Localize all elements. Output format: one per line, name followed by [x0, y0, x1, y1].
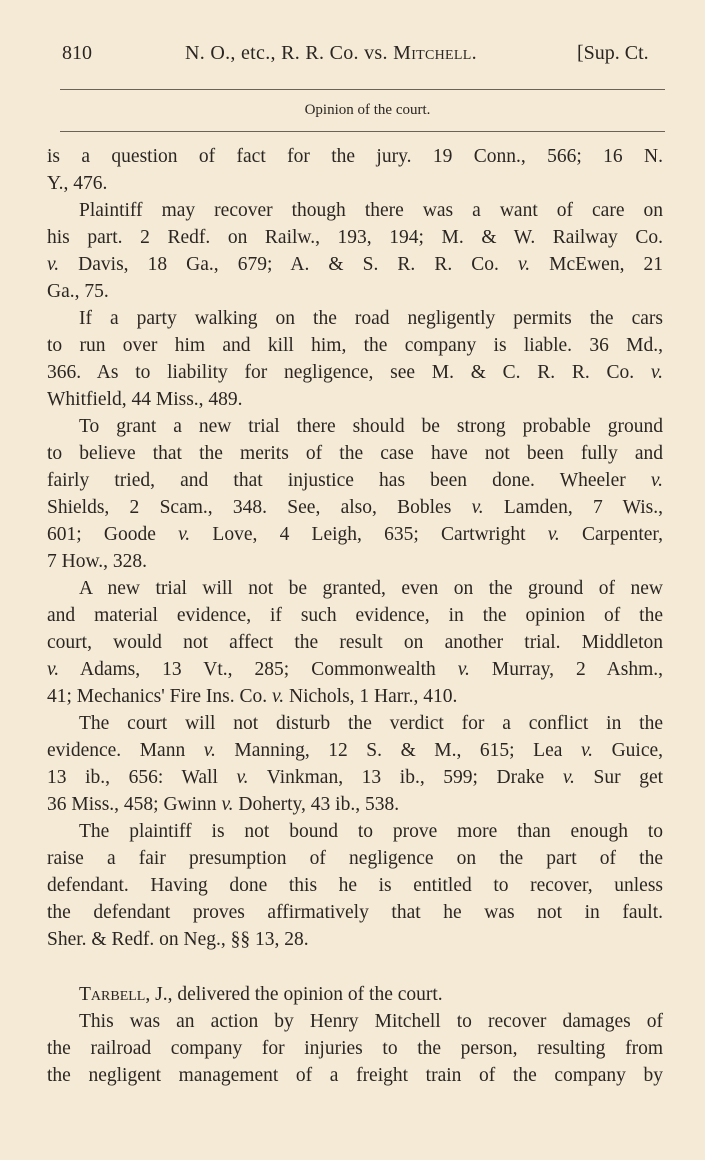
paragraph: [47, 818, 663, 953]
paragraph: [47, 305, 663, 413]
text-line: court, would not affect the result on another trial. Middleton: [47, 632, 663, 653]
text-line: The plaintiff is not bound to prove more than enough to: [79, 821, 663, 842]
text-line: 7 How., 328.: [47, 551, 148, 572]
text-line: v. Davis, 18 Ga., 679; A. & S. R. R. Co. v. McEwen, 21: [47, 254, 664, 275]
text-line: Sher. & Redf. on Neg., §§ 13, 28.: [47, 929, 309, 950]
paragraph: [47, 413, 663, 575]
text-line: Plaintiff may recover though there was a want of care on: [79, 200, 663, 221]
text-line: to run over him and kill him, the company is liable. 36 Md.,: [47, 335, 663, 356]
subheading-rule: [60, 131, 665, 132]
opinion-paragraph: [47, 981, 663, 1089]
paragraph: [47, 710, 663, 818]
text-line: Shields, 2 Scam., 348. See, also, Bobles v. Lamden, 7 Wis.,: [47, 497, 664, 518]
judge-name: Tarbell, J.,: [79, 984, 173, 1005]
text-line: is a question of fact for the jury. 19 Conn., 566; 16 N.: [47, 146, 663, 167]
text-line: 601; Goode v. Love, 4 Leigh, 635; Cartwright v. Carpenter,: [47, 524, 663, 545]
page-number: 810: [62, 42, 92, 64]
text-line: raise a fair presumption of negligence on the part of the: [47, 848, 663, 869]
section-subheading: Opinion of the court.: [304, 102, 431, 118]
text-line: defendant. Having done this he is entitled to recover, unless: [47, 875, 663, 896]
text-line: to believe that the merits of the case have not been fully and: [47, 443, 663, 464]
text-line: 36 Miss., 458; Gwinn v. Doherty, 43 ib., 538.: [47, 794, 400, 815]
text-line: If a party walking on the road negligently permits the cars: [79, 308, 663, 329]
text-line: 366. As to liability for negligence, see M. & C. R. R. Co. v.: [47, 362, 663, 383]
paragraph: [47, 143, 663, 197]
text-line: his part. 2 Redf. on Railw., 193, 194; M. & W. Railway Co.: [47, 227, 663, 248]
text-line: The court will not disturb the verdict for a conflict in the: [79, 713, 663, 734]
text-line: and material evidence, if such evidence, in the opinion of the: [47, 605, 663, 626]
running-head-prefix: N. O., etc., R. R. Co. vs.: [185, 42, 394, 64]
running-head: [185, 42, 477, 65]
text-line: the negligent management of a freight train of the company by: [47, 1065, 663, 1086]
text-line: evidence. Mann v. Manning, 12 S. & M., 615; Lea v. Guice,: [47, 740, 664, 761]
header-rule: [60, 89, 665, 90]
text-line: This was an action by Henry Mitchell to recover damages of: [79, 1011, 663, 1032]
court-label: [Sup. Ct.: [577, 42, 649, 64]
opinion-intro: delivered the opinion of the court.: [172, 984, 443, 1005]
text-line: the railroad company for injuries to the person, resulting from: [47, 1038, 663, 1059]
text-line: To grant a new trial there should be strong probable ground: [79, 416, 663, 437]
running-head-name: Mitchell.: [393, 42, 477, 64]
paragraph: [47, 197, 663, 305]
opinion-first-line: [47, 981, 663, 1008]
text-line: fairly tried, and that injustice has been done. Wheeler v.: [47, 470, 663, 491]
text-line: the defendant proves affirmatively that he was not in fault.: [47, 902, 663, 923]
text-line: 41; Mechanics' Fire Ins. Co. v. Nichols, 1 Harr., 410.: [47, 686, 458, 707]
page-body: [47, 143, 663, 1089]
text-line: Whitfield, 44 Miss., 489.: [47, 389, 243, 410]
text-line: v. Adams, 13 Vt., 285; Commonwealth v. Murray, 2 Ashm.,: [47, 659, 663, 680]
paragraph: [47, 575, 663, 710]
text-line: Ga., 75.: [47, 281, 109, 302]
text-line: 13 ib., 656: Wall v. Vinkman, 13 ib., 599; Drake v. Sur get: [47, 767, 664, 788]
text-line: A new trial will not be granted, even on the ground of new: [79, 578, 663, 599]
text-line: Y., 476.: [47, 173, 108, 194]
